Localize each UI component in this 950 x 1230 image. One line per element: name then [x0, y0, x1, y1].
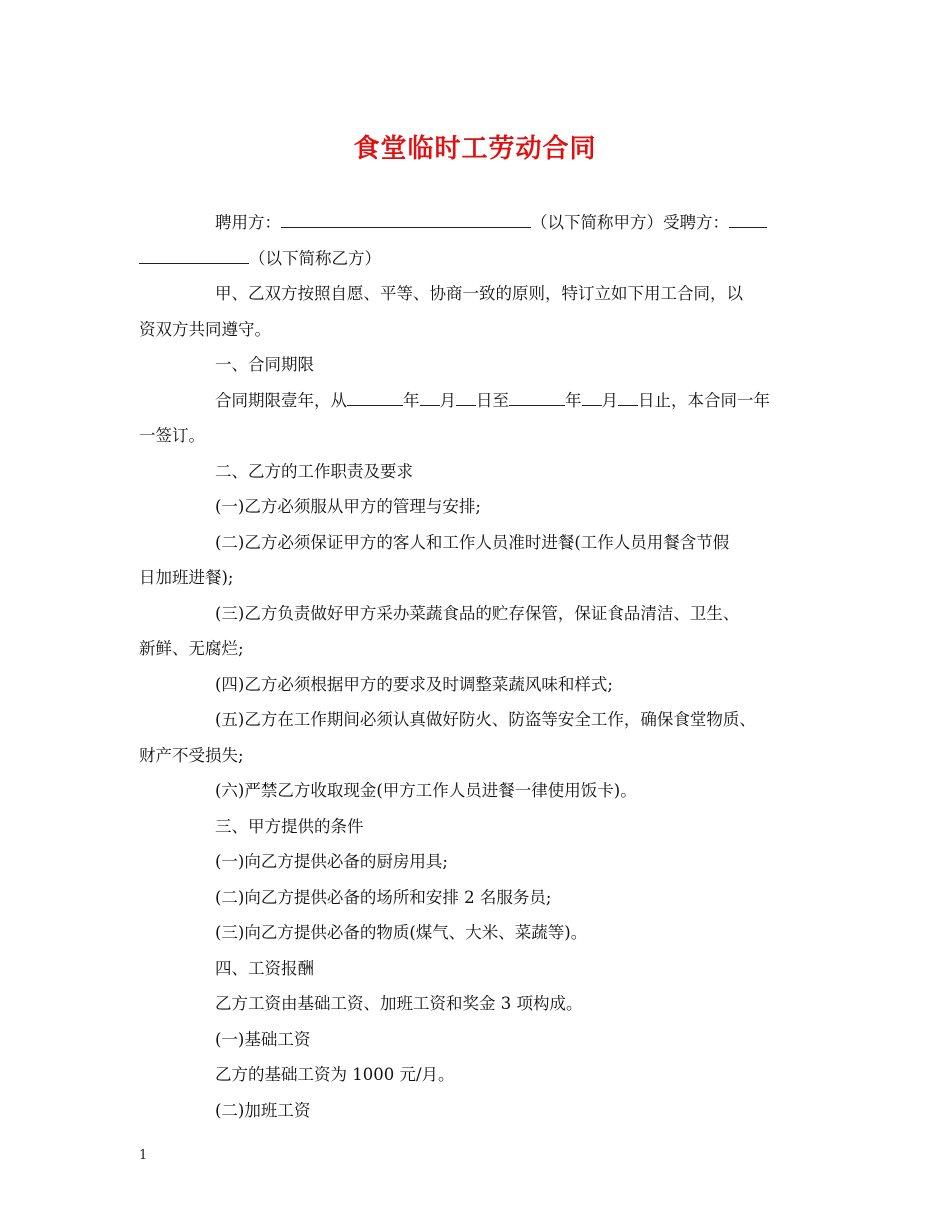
start-day-blank [456, 387, 476, 406]
month-label: 月 [601, 390, 618, 410]
s2-item-1: (一)乙方必须服从甲方的管理与安排; [215, 497, 481, 516]
parties-line-2 [139, 241, 814, 277]
page-number: 1 [139, 1148, 148, 1163]
employer-blank [281, 209, 531, 228]
section-3-heading: 三、甲方提供的条件 [215, 816, 364, 836]
employee-note: （以下简称乙方） [249, 248, 381, 268]
s4-item-2-heading: (二)加班工资 [215, 1100, 311, 1120]
s2-item-5-line-2: 财产不受损失; [139, 745, 244, 765]
s4-item-1-heading: (一)基础工资 [215, 1029, 311, 1049]
document-body [139, 205, 814, 1128]
s2-item-3-line-2: 新鲜、无腐烂; [139, 639, 244, 658]
end-month-blank [582, 387, 602, 406]
document-title: 食堂临时工劳动合同 [353, 134, 597, 164]
employee-label: 受聘方： [663, 213, 729, 232]
intro-line-1: 甲、乙双方按照自愿、平等、协商一致的原则，特订立如下用工合同，以 [215, 284, 743, 303]
employee-blank-start [729, 209, 767, 228]
s2-item-6: (六)严禁乙方收取现金(甲方工作人员进餐一律使用饭卡)。 [215, 781, 637, 800]
section-2-heading: 二、乙方的工作职责及要求 [215, 461, 413, 481]
employer-note: （以下简称甲方） [531, 213, 663, 232]
s4-item-1-text: 乙方的基础工资为 1000 元/月。 [215, 1065, 455, 1084]
month-label: 月 [439, 390, 456, 410]
intro-line-2: 资双方共同遵守。 [139, 319, 271, 339]
s3-item-1: (一)向乙方提供必备的厨房用具; [215, 852, 448, 871]
term-line-1 [139, 383, 814, 419]
year-label: 年 [565, 390, 582, 410]
end-year-blank [509, 387, 565, 406]
s2-item-5-line-1: (五)乙方在工作期间必须认真做好防火、防盗等安全工作，确保食堂物质、 [215, 710, 756, 729]
term-end-text: 日止，本合同一年 [638, 390, 770, 410]
s2-item-3-line-1: (三)乙方负责做好甲方采办菜蔬食品的贮存保管，保证食品清洁、卫生、 [215, 603, 740, 623]
s2-item-2-line-1: (二)乙方必须保证甲方的客人和工作人员准时进餐(工作人员用餐含节假 [215, 532, 730, 552]
employee-blank-end [139, 245, 249, 264]
s3-item-3: (三)向乙方提供必备的物质(煤气、大米、菜蔬等)。 [215, 923, 588, 942]
s2-item-2-line-2: 日加班进餐); [139, 568, 234, 587]
section-4-heading: 四、工资报酬 [215, 958, 314, 978]
year-label: 年 [403, 390, 420, 410]
day-to-label: 日至 [476, 390, 509, 410]
employer-label: 聘用方： [215, 213, 281, 232]
s3-item-2: (二)向乙方提供必备的场所和安排 2 名服务员; [215, 887, 552, 907]
term-line-2: 一签订。 [139, 426, 205, 445]
section-1-heading: 一、合同期限 [215, 355, 314, 374]
s2-item-4: (四)乙方必须根据甲方的要求及时调整菜蔬风味和样式; [215, 674, 613, 694]
start-year-blank [347, 387, 403, 406]
term-prefix: 合同期限壹年，从 [215, 390, 347, 410]
s4-intro: 乙方工资由基础工资、加班工资和奖金 3 项构成。 [215, 994, 583, 1013]
parties-line [139, 205, 814, 241]
start-month-blank [420, 387, 440, 406]
end-day-blank [618, 387, 638, 406]
